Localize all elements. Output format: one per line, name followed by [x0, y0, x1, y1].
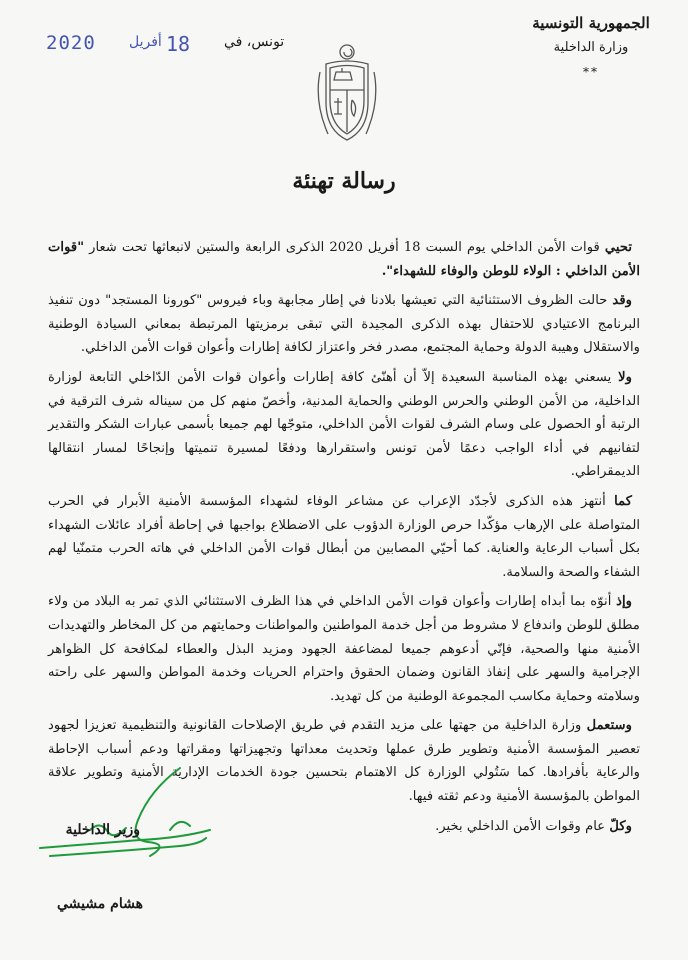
paragraph-text: عام وقوات الأمن الداخلي بخير.	[435, 818, 610, 834]
place-label: تونس، في	[224, 34, 285, 50]
paragraph-lead: تحيي	[604, 240, 632, 255]
paragraph-text: أنتهز هذه الذكرى لأجدّد الإعراب عن مشاعر الوفاء لشهداء المؤسسة الأمنية الأبرار في الحرب المتواصلة على الإرهاب مؤكّدا حرص الوزارة الدؤوب على الاضطلاع بواجبها في إحاطة أفراد عائلات الشهداء بكل أسباب الرعاية والعناية. كما أحيّي المصابين من أبطال قوات الأمن الداخلي في هاته الحرب متمنّيا لهم الشفاء والصحة والسلامة.	[48, 493, 640, 580]
paragraph-text: أنوّه بما أبداه إطارات وأعوان قوات الأمن الداخلي في هذا الظرف الاستثنائي الذي تمر به البلاد من ولاء مطلق للوطن واندفاع لا مشروط من أجل خدمة المواطنين والمواطنات وحمايتهم من كل المخاطر والتهديدات الأمنية منها والصحية، فإنّي أدعوهم جميعا لمضاعفة الجهود ومزيد البذل والعطاء لمكافحة كل الظواهر الإجرامية والسهر على إنفاذ القانون وضمان الحقوق واحترام الحريات وخدمة المواطن والسهر على راحته وسلامته وحماية مكاسب المجموعة الوطنية من كل تهديد.	[48, 594, 640, 704]
letter-title: رسالة تهنئة	[292, 168, 396, 194]
date-stamp-year: 2020	[46, 32, 96, 54]
paragraph-text: حالت الظروف الاستثنائية التي تعيشها بلادنا في إطار مجابهة وباء فيروس "كورونا المستجد" دون تنفيذ البرنامج الاعتيادي للاحتفال بهذه الذكرى المجيدة التي تبقى برمزيتها المرتبطة بمعاني السيادة الوطنية والاستقلال وهيبة الدولة وحماية المجتمع، مصدر فخر واعتزاز لكافة إطارات وأعوان قوات الأمن الداخلي.	[48, 293, 640, 356]
handwritten-signature	[30, 760, 220, 880]
paragraph-text: وزارة الداخلية من جهتها على مزيد التقدم في طريق الإصلاحات القانونية والتنظيمية تعزيزا لجهود تعصير المؤسسة الأمنية وتطوير طرق عملها وتحديث معداتها وتجهيزاتها ومقراتها ودعم أسباب الإحاطة والرعاية بأفرادها. كما سَتُولي الوزارة كل الاهتمام بتحسين جودة الخدمات الإدارية الأمنية وتطوير علاقة المواطن بالمؤسسة الأمنية ودعم ثقته فيها.	[48, 718, 640, 805]
paragraph	[48, 490, 640, 584]
paragraph	[48, 236, 640, 283]
tunisia-coat-of-arms-icon	[306, 42, 388, 146]
paragraph-lead: وكلّ	[609, 818, 632, 834]
paragraph	[48, 366, 640, 484]
date-line	[46, 32, 306, 56]
letterhead	[516, 14, 666, 79]
paragraph-lead: وإذ	[616, 594, 632, 610]
signatory-name: هشام مشيشي	[56, 896, 143, 912]
date-stamp-day: 18	[166, 32, 191, 56]
paragraph	[48, 590, 640, 708]
slogan: "قوات الأمن الداخلي : الولاء للوطن والوفاء للشهداء".	[48, 240, 640, 279]
stars: **	[583, 65, 599, 79]
paragraph	[48, 289, 640, 360]
republic-name: الجمهورية التونسية	[532, 14, 650, 32]
paragraph-text: يسعني بهذه المناسبة السعيدة إلاّ أن أهنّئ كافة إطارات وأعوان قوات الأمن الدّاخلي التابعة لوزارة الداخلية، من الأمن الوطني والحرس الوطني والحماية المدنية، وأخصّ منهم كل من سيناله شرف الترقية في الرتبة أو الحصول على وسام الشرف لقوات الأمن الداخلي، متوجّها لهم جميعا بأسمى عبارات الشكر والتقدير لتفانيهم في أداء الواجب دعمًا لأمن تونس واستقرارها ودفعًا لمسيرة تنميتها وإنجاحًا لمسار انتقالها الديمقراطي.	[48, 369, 640, 480]
paragraph-text: قوات الأمن الداخلي يوم السبت 18 أفريل 2020 الذكرى الرابعة والستين لانبعاثها تحت شعار	[89, 240, 605, 255]
ministry-name: وزارة الداخلية	[553, 40, 629, 55]
signatory-title: وزير الداخلية	[65, 822, 140, 838]
paragraph-lead: ولا	[618, 369, 632, 385]
paragraph-lead: وقد	[612, 293, 632, 309]
paragraph-lead: كما	[614, 493, 632, 509]
letter-body	[48, 236, 640, 844]
date-stamp-month: أفريل	[129, 34, 162, 50]
paragraph-lead: وستعمل	[586, 718, 632, 734]
